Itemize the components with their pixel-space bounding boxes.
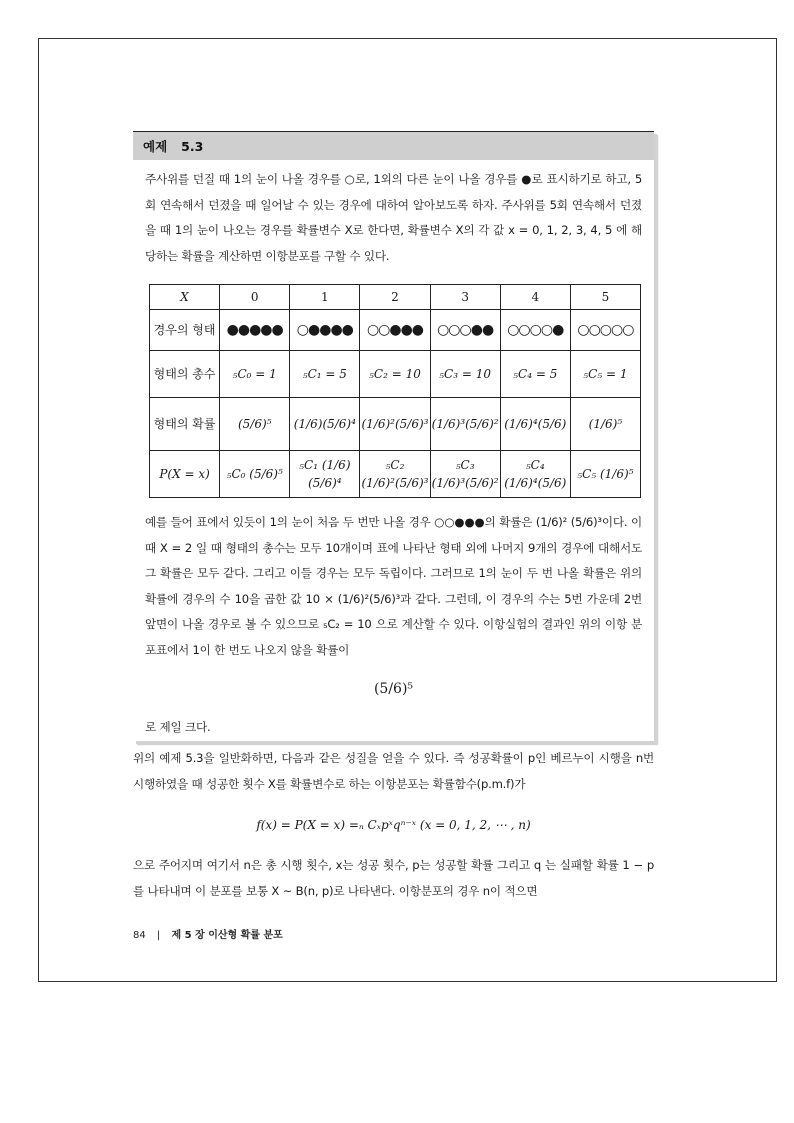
table-cell: ○○○●● xyxy=(430,310,500,351)
display-formula: (5/6)⁵ xyxy=(373,681,414,697)
example-number: 5.3 xyxy=(181,138,204,154)
table-cell: ₅C₁ (1/6)(5/6)⁴ xyxy=(290,451,360,498)
row-label: P(X = x) xyxy=(150,451,220,498)
footer-separator: | xyxy=(156,930,161,941)
row-label: 형태의 총수 xyxy=(150,351,220,398)
example-body-text: 예를 들어 표에서 있듯이 1의 눈이 처음 두 번만 나올 경우 ○○●●●의 확률은 (1/6)² (5/6)³이다. 이때 X = 2 일 때 형태의 총수는 모두 10개이며 표에 나타난 형태 외에 나머지 9개의 경우에 대해서도 그 확률은 모두 같다. 그리고 이들 경우는 모두 독립이다. 그러므로 1의 눈이 두 번 나올 확률은 위의 확률에 경우의 수 10을 곱한 값 10 × (1/6)²(5/6)³과 같다. 그런데, 이 경우의 수는 5번 가운데 2번 앞면이 나올 경우로 볼 수 있으므로 ₅C₂ = 10 으로 계산할 수 있다. 이항실험의 결과인 위의 이항 분포표에서 1이 한 번도 나오지 않을 확률이 xyxy=(145,515,642,657)
table-cell: ₅C₀ = 1 xyxy=(220,351,290,398)
table-cell: ₅C₅ (1/6)⁵ xyxy=(570,451,640,498)
page-footer xyxy=(133,926,283,941)
chapter-title: 제 5 장 이산형 확률 분포 xyxy=(171,930,283,941)
main-paragraph-2: 으로 주어지며 여기서 n은 총 시행 횟수, x는 성공 횟수, p는 성공할 확률 그리고 q 는 실패할 확률 1 − p 를 나타내며 이 분포를 보통 X ∼ B(n, p)로 나타낸다. 이항분포의 경우 n이 적으면 xyxy=(133,858,654,898)
table-cell: ₅C₀ (5/6)⁵ xyxy=(220,451,290,498)
table-row xyxy=(150,310,641,351)
table-header-cell: 5 xyxy=(570,285,640,310)
table-header-cell: 3 xyxy=(430,285,500,310)
table-cell: (1/6)⁴(5/6) xyxy=(500,398,570,451)
table-cell: ○○○○● xyxy=(500,310,570,351)
table-cell: ○○●●● xyxy=(360,310,430,351)
row-label: 경우의 형태 xyxy=(150,310,220,351)
table-cell: ₅C₅ = 1 xyxy=(570,351,640,398)
example-label: 예제 xyxy=(143,139,168,154)
example-body xyxy=(133,510,654,741)
table-cell: ●●●●● xyxy=(220,310,290,351)
row-label: 형태의 확률 xyxy=(150,398,220,451)
table-row xyxy=(150,451,641,498)
table-header-cell: 4 xyxy=(500,285,570,310)
table-header-row xyxy=(150,285,641,310)
table-cell: ₅C₄ (1/6)⁴(5/6) xyxy=(500,451,570,498)
pmf-formula: f(x) = P(X = x) =ₙ Cₓpˣqⁿ⁻ˣ (x = 0, 1, 2, ⋯ , n) xyxy=(256,818,531,832)
table-cell: ○○○○○ xyxy=(570,310,640,351)
table-row xyxy=(150,398,641,451)
table-cell: (5/6)⁵ xyxy=(220,398,290,451)
table-cell: ₅C₃ = 10 xyxy=(430,351,500,398)
table-cell: ₅C₂ (1/6)²(5/6)³ xyxy=(360,451,430,498)
example-header xyxy=(133,132,654,160)
example-box xyxy=(133,131,654,741)
table-cell: ₅C₄ = 5 xyxy=(500,351,570,398)
example-closing: 로 제일 크다. xyxy=(145,720,211,734)
table-header-cell: 2 xyxy=(360,285,430,310)
table-header-cell: 0 xyxy=(220,285,290,310)
table-row xyxy=(150,351,641,398)
table-header-cell: 1 xyxy=(290,285,360,310)
table-cell: (1/6)⁵ xyxy=(570,398,640,451)
table-cell: (1/6)(5/6)⁴ xyxy=(290,398,360,451)
table-cell: ₅C₁ = 5 xyxy=(290,351,360,398)
main-text xyxy=(133,746,654,904)
table-cell: (1/6)²(5/6)³ xyxy=(360,398,430,451)
binomial-table xyxy=(149,284,641,498)
table-cell: ₅C₂ = 10 xyxy=(360,351,430,398)
table-cell: (1/6)³(5/6)² xyxy=(430,398,500,451)
table-cell: ○●●●● xyxy=(290,310,360,351)
main-paragraph-1: 위의 예제 5.3을 일반화하면, 다음과 같은 성질을 얻을 수 있다. 즉 성공확률이 p인 베르누이 시행을 n번 시행하였을 때 성공한 횟수 X를 확률변수로 하는 이항분포는 확률함수(p.m.f)가 xyxy=(133,751,654,791)
table-header-cell: X xyxy=(150,285,220,310)
page-number: 84 xyxy=(133,930,146,941)
table-cell: ₅C₃ (1/6)³(5/6)² xyxy=(430,451,500,498)
example-intro: 주사위를 던질 때 1의 눈이 나올 경우를 ○로, 1외의 다른 눈이 나올 경우를 ●로 표시하기로 하고, 5회 연속해서 던졌을 때 일어날 수 있는 경우에 대하여 알아보도록 하자. 주사위를 5회 연속해서 던졌을 때 1의 눈이 나오는 경우를 확률변수 X로 한다면, 확률변수 X의 각 값 x = 0, 1, 2, 3, 4, 5 에 해당하는 확률을 계산하면 이항분포를 구할 수 있다. xyxy=(145,172,642,263)
